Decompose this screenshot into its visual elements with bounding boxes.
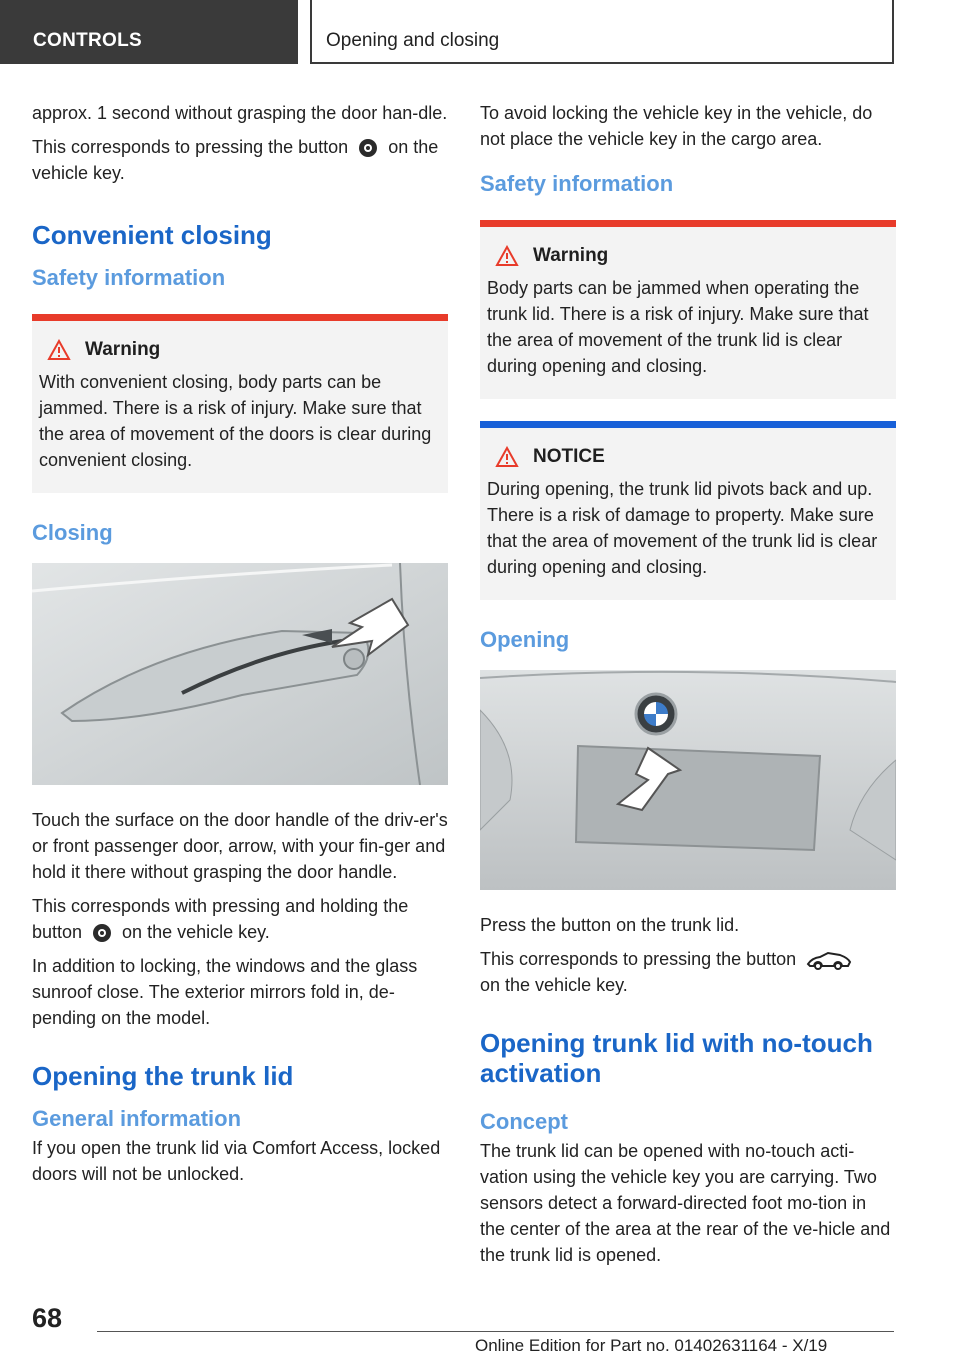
warning-triangle-icon bbox=[495, 245, 519, 267]
section-heading: Opening trunk lid with no-touch activation bbox=[480, 1028, 873, 1088]
subsection-heading: Closing bbox=[32, 520, 113, 545]
trunk-lid-illustration bbox=[480, 670, 896, 890]
page-number: 68 bbox=[32, 1303, 63, 1333]
section-heading: Convenient closing bbox=[32, 220, 272, 250]
chapter-tab bbox=[310, 0, 894, 64]
section-tab bbox=[0, 0, 298, 64]
section-label: CONTROLS bbox=[33, 30, 143, 51]
subsection-heading: Opening bbox=[480, 627, 570, 652]
lock-button-icon bbox=[92, 923, 112, 943]
paragraph: If you open the trunk lid via Comfort Access, locked doors will not be unlocked. bbox=[32, 1138, 441, 1184]
warning-box bbox=[480, 220, 896, 399]
footer-divider bbox=[97, 1331, 894, 1332]
paragraph: Touch the surface on the door handle of the driv-er's or front passenger door, arrow, with your fin-ger and hold it there without grasping the door handle. bbox=[32, 810, 448, 882]
warning-triangle-icon bbox=[47, 339, 71, 361]
paragraph: In addition to locking, the windows and the glass sunroof close. The exterior mirrors fold in, de-pending on the model. bbox=[32, 956, 418, 1028]
subsection-heading: General information bbox=[32, 1106, 242, 1131]
paragraph: This corresponds with pressing and holding the button on the vehicle key. bbox=[32, 896, 409, 942]
right-column bbox=[480, 100, 896, 1276]
paragraph: approx. 1 second without grasping the door han-dle. bbox=[32, 103, 448, 123]
section-heading: Opening the trunk lid bbox=[32, 1061, 294, 1091]
warning-text: Body parts can be jammed when operating the trunk lid. There is a risk of injury. Make sure that the area of movement of the trunk lid is clear during opening and closing. bbox=[487, 278, 869, 376]
paragraph: Press the button on the trunk lid. bbox=[480, 915, 740, 935]
warning-title: Warning bbox=[487, 245, 888, 267]
subsection-heading: Concept bbox=[480, 1109, 568, 1134]
warning-text: With convenient closing, body parts can be jammed. There is a risk of injury. Make sure that the area of movement of the doors is clear during convenient closing. bbox=[39, 372, 432, 470]
notice-text: During opening, the trunk lid pivots back and up. There is a risk of damage to property. Make sure that the area of movement of the trunk lid is clear during opening and closing. bbox=[487, 479, 878, 577]
warning-title: Warning bbox=[39, 339, 440, 361]
trunk-button-icon bbox=[806, 950, 852, 970]
door-handle-illustration bbox=[32, 563, 448, 785]
lock-button-icon bbox=[358, 138, 378, 158]
paragraph: This corresponds to pressing the button on the vehicle key. bbox=[480, 946, 896, 998]
paragraph: This corresponds to pressing the button on the vehicle key. bbox=[32, 137, 439, 183]
subsection-heading: Safety information bbox=[32, 265, 226, 290]
footer-edition: Online Edition for Part no. 01402631164 - X/19 bbox=[475, 1336, 828, 1355]
notice-box bbox=[480, 421, 896, 600]
notice-title: NOTICE bbox=[487, 446, 888, 468]
chapter-title: Opening and closing bbox=[326, 30, 500, 51]
left-column bbox=[32, 100, 448, 1195]
warning-triangle-icon bbox=[495, 446, 519, 468]
subsection-heading: Safety information bbox=[480, 171, 674, 196]
paragraph: The trunk lid can be opened with no-touch acti-vation using the vehicle key you are carrying. Two sensors detect a forward-directed foot mo-tion in the center of the area at the rear of the ve-hicle and the trunk lid is opened. bbox=[480, 1141, 891, 1265]
paragraph: To avoid locking the vehicle key in the vehicle, do not place the vehicle key in the cargo area. bbox=[480, 103, 873, 149]
warning-box bbox=[32, 314, 448, 493]
